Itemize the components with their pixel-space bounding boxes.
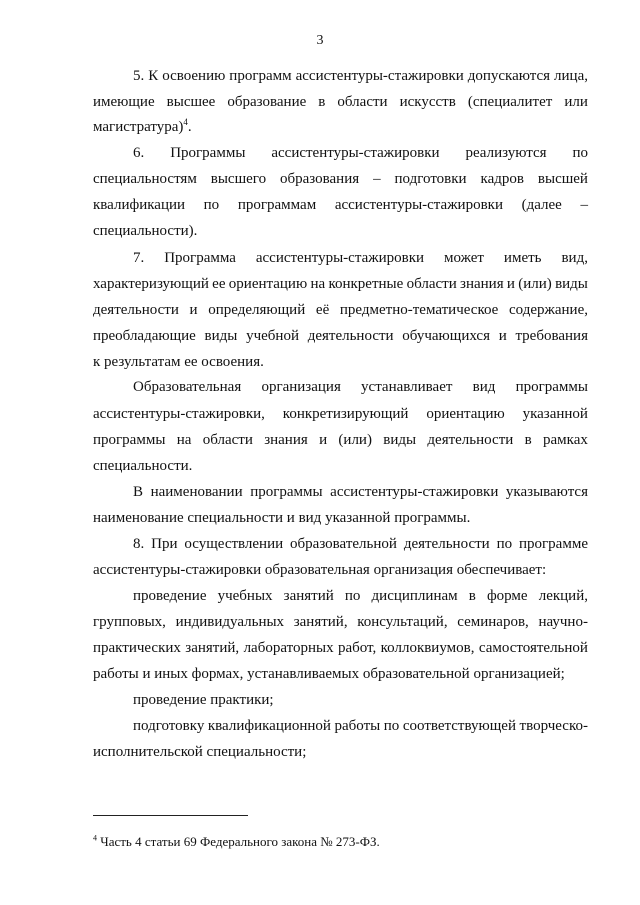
word: В <box>133 484 144 500</box>
text-line <box>93 196 588 214</box>
word: групповых, <box>93 614 166 630</box>
word: занятий, <box>293 614 348 630</box>
word: консультаций, <box>357 614 448 630</box>
word: высшего <box>210 171 267 187</box>
word: деятельности <box>93 302 179 318</box>
word: подготовку <box>133 718 205 734</box>
word: в <box>318 94 326 110</box>
line-text: специальности). <box>93 223 198 239</box>
word: устанавливает <box>361 379 453 395</box>
line-text: специальности. <box>93 458 193 474</box>
word: виды <box>383 432 417 448</box>
word: по <box>496 536 513 552</box>
word: допускаются <box>467 68 551 84</box>
word: организация <box>261 379 341 395</box>
word: программы <box>250 484 323 500</box>
text-line <box>93 405 588 423</box>
word: конкретизирующий <box>282 406 409 422</box>
word: 6. <box>133 145 145 161</box>
word: работы <box>334 718 381 734</box>
word: – <box>580 197 588 213</box>
word: ассистентуры-стажировки <box>271 145 440 161</box>
footnote-text: Часть 4 статьи 69 Федерального закона № 273-ФЗ. <box>97 834 380 849</box>
word: или <box>564 94 588 110</box>
word: по <box>203 197 220 213</box>
word: виды <box>204 328 238 344</box>
word: деятельности <box>307 328 394 344</box>
text-line <box>93 353 264 371</box>
footnote-reference: 4 <box>183 117 188 127</box>
word: в <box>524 432 532 448</box>
word: ассистентуры-стажировки <box>330 484 499 500</box>
text-line <box>133 483 588 501</box>
text-line <box>133 378 588 396</box>
word: наименовании <box>150 484 243 500</box>
word: программы <box>93 432 166 448</box>
word: образовательной <box>290 536 397 552</box>
word: программы <box>515 379 588 395</box>
word: кадров <box>480 171 524 187</box>
word: (специалитет <box>467 94 553 110</box>
text-line <box>93 509 470 527</box>
footnote-separator <box>93 815 248 816</box>
word: указанной <box>522 406 588 422</box>
word: квалификации <box>93 197 186 213</box>
word: Программы <box>170 145 246 161</box>
word: (или) <box>338 432 372 448</box>
word: практических <box>93 640 181 656</box>
word: определяющий <box>208 302 306 318</box>
word: конкретные <box>328 276 404 292</box>
line-text: наименование специальности и вид указанной программы. <box>93 510 471 526</box>
word: лекций, <box>538 588 588 604</box>
word: ориентацию <box>426 406 505 422</box>
word: занятий <box>283 588 334 604</box>
line-tail: . <box>187 119 192 135</box>
word: подготовки <box>394 171 467 187</box>
word: форме <box>486 588 528 604</box>
word: соответствующей <box>402 718 516 734</box>
word: имеющие <box>93 94 155 110</box>
word: области <box>337 94 388 110</box>
word: области <box>202 432 253 448</box>
word: рамках <box>543 432 588 448</box>
word: специальностям <box>93 171 197 187</box>
word: освоению <box>162 68 226 84</box>
word: творческо- <box>519 718 588 734</box>
text-line <box>133 535 588 553</box>
word: программам <box>237 197 317 213</box>
word: и <box>506 276 515 292</box>
word: ассистентуры-стажировки <box>334 197 503 213</box>
line-text: исполнительской специальности; <box>93 744 307 760</box>
word: обучающихся <box>402 328 490 344</box>
word: ее <box>212 276 226 292</box>
word: (или) <box>518 276 552 292</box>
word: проведение <box>133 588 207 604</box>
line-text: проведение практики; <box>133 692 274 708</box>
word: занятий, <box>185 640 240 656</box>
word: 5. <box>133 68 145 84</box>
text-line <box>93 561 546 579</box>
word: знания <box>460 276 504 292</box>
word: программ <box>229 68 292 84</box>
text-line <box>133 691 274 709</box>
text-line <box>93 301 588 319</box>
word: высшее <box>166 94 216 110</box>
word: области <box>406 276 457 292</box>
text-line <box>93 431 588 449</box>
word: знания <box>264 432 308 448</box>
word: деятельности <box>427 432 514 448</box>
word: семинаров, <box>457 614 529 630</box>
footnote <box>93 834 380 850</box>
page-number: 3 <box>316 33 324 48</box>
word: учебных <box>217 588 273 604</box>
word: реализуются <box>465 145 547 161</box>
text-line <box>93 170 588 188</box>
word: и <box>189 302 198 318</box>
word: преобладающие <box>93 328 196 344</box>
text-line <box>93 118 192 136</box>
word: – <box>373 171 381 187</box>
word: указываются <box>505 484 588 500</box>
text-line <box>133 67 588 85</box>
word: по <box>572 145 588 161</box>
word: и <box>498 328 507 344</box>
word: предметно-тематическое <box>339 302 499 318</box>
line-text: ассистентуры-стажировки образовательная организация обеспечивает: <box>93 562 547 578</box>
word: на <box>310 276 326 292</box>
word: иметь <box>503 250 542 266</box>
word: программе <box>519 536 588 552</box>
word: образования <box>280 171 360 187</box>
word: требования <box>515 328 588 344</box>
text-line <box>93 743 306 761</box>
word: вид, <box>561 250 588 266</box>
word: по <box>344 588 361 604</box>
word: деятельности <box>403 536 490 552</box>
word: на <box>176 432 192 448</box>
word: работ, <box>337 640 377 656</box>
word: самостоятельной <box>478 640 588 656</box>
text-line <box>93 275 588 293</box>
word: учебной <box>246 328 299 344</box>
footnote-marker: 4 <box>93 833 97 843</box>
text-line <box>93 327 588 345</box>
word: ассистентуры-стажировки, <box>93 406 265 422</box>
word: осуществлении <box>184 536 284 552</box>
text-line <box>133 587 588 605</box>
text-line <box>93 222 197 240</box>
text-line <box>133 144 588 162</box>
word: Образовательная <box>133 379 242 395</box>
word: её <box>315 302 330 318</box>
word: в <box>468 588 476 604</box>
word: содержание, <box>508 302 588 318</box>
word: лица, <box>554 68 588 84</box>
word: и <box>319 432 328 448</box>
word: лабораторных <box>243 640 334 656</box>
word: научно- <box>538 614 588 630</box>
word: образование <box>227 94 307 110</box>
word: характеризующий <box>93 276 209 292</box>
word: может <box>443 250 484 266</box>
word: 7. <box>133 250 145 266</box>
text-line <box>133 249 588 267</box>
word: виды <box>555 276 588 292</box>
word: коллоквиумов, <box>380 640 475 656</box>
word: ассистентуры-стажировки <box>295 68 464 84</box>
word: индивидуальных <box>175 614 285 630</box>
line-text: к результатам ее освоения. <box>93 354 264 370</box>
line-text: работы и иных формах, устанавливаемых образовательной организацией; <box>93 666 565 682</box>
text-line <box>93 93 588 111</box>
word: При <box>151 536 178 552</box>
text-line <box>133 717 588 735</box>
text-line <box>93 613 588 631</box>
word: дисциплинам <box>371 588 458 604</box>
word: Программа <box>164 250 236 266</box>
word: 8. <box>133 536 145 552</box>
word: К <box>148 68 159 84</box>
word: высшей <box>537 171 588 187</box>
word: (далее <box>521 197 562 213</box>
word: ориентацию <box>228 276 308 292</box>
word: искусств <box>399 94 456 110</box>
text-line <box>93 639 588 657</box>
text-line <box>93 665 565 683</box>
word: ассистентуры-стажировки <box>255 250 425 266</box>
word: вид <box>472 379 496 395</box>
word: квалификационной <box>207 718 331 734</box>
word: по <box>383 718 400 734</box>
text-line <box>93 457 192 475</box>
line-text: магистратура) <box>93 119 184 135</box>
